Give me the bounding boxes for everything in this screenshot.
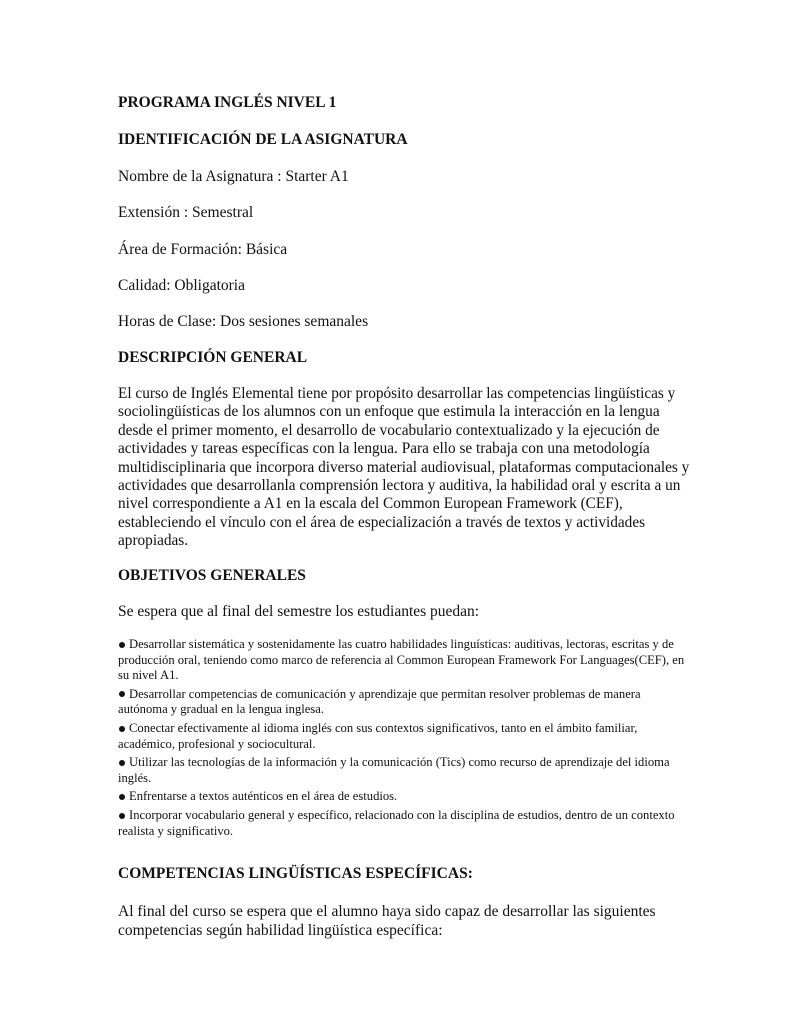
competencies-heading: COMPETENCIAS LINGÜÍSTICAS ESPECÍFICAS: (118, 865, 473, 882)
list-item (118, 808, 690, 839)
bullet-icon (119, 813, 125, 819)
bullet-icon (119, 794, 125, 800)
objective-text: Incorporar vocabulario general y específico, relacionado con la disciplina de estudios, dentro de un contexto realista y significativo. (118, 807, 675, 838)
objectives-intro: Se espera que al final del semestre los estudiantes puedan: (118, 603, 480, 620)
objectives-heading: OBJETIVOS GENERALES (118, 567, 306, 584)
class-hours-field: Horas de Clase: Dos sesiones semanales (118, 313, 369, 330)
list-item (118, 687, 690, 718)
objective-text: Conectar efectivamente al idioma inglés con sus contextos significativos, tanto en el ámbito familiar, académico, profesional y sociocultural. (118, 720, 638, 751)
objective-text: Enfrentarse a textos auténticos en el área de estudios. (129, 789, 398, 804)
quality-field: Calidad: Obligatoria (118, 277, 245, 294)
bullet-icon (119, 691, 125, 697)
identification-heading: IDENTIFICACIÓN DE LA ASIGNATURA (118, 131, 408, 148)
description-heading: DESCRIPCIÓN GENERAL (118, 349, 308, 366)
training-area-field: Área de Formación: Básica (118, 241, 288, 258)
document-title: PROGRAMA INGLÉS NIVEL 1 (118, 94, 337, 111)
objective-text: Utilizar las tecnologías de la información y la comunicación (Tics) como recurso de aprendizaje del idioma inglés. (118, 755, 670, 785)
objectives-list (118, 637, 690, 842)
objective-text: Desarrollar competencias de comunicación y aprendizaje que permitan resolver problemas de manera autónoma y gradual en la lengua inglesa. (118, 686, 641, 717)
bullet-icon (119, 726, 125, 732)
objective-text: Desarrollar sistemática y sostenidamente las cuatro habilidades linguísticas: auditivas, lectoras, escritas y de producción oral, teniendo como marco de referencia al Common European Framework For Languages(CEF), en su nivel A1. (118, 637, 685, 683)
description-paragraph: El curso de Inglés Elemental tiene por propósito desarrollar las competencias lingüísticas y sociolingüísticas de los alumnos con un enfoque que estimula la interacción en la lengua desde el primer momento, el desarrollo de vocabulario contextualizado y la ejecución de actividades y tareas específicas con la lengua. Para ello se trabaja con una metodología multidisciplinaria que incorpora diverso material audiovisual, plataformas computacionales y actividades que desarrollanla comprensión lectora y auditiva, la habilidad oral y escrita a un nivel correspondiente a A1 en la escala del Common European Framework (CEF), estableciendo el vínculo con el área de especialización a través de textos y actividades apropiadas. (118, 385, 690, 550)
list-item (118, 755, 690, 786)
bullet-icon (119, 760, 125, 766)
subject-name-field: Nombre de la Asignatura : Starter A1 (118, 168, 349, 185)
competencies-intro: Al final del curso se espera que el alumno haya sido capaz de desarrollar las siguientes competencias según habilidad lingüística específica: (118, 903, 656, 939)
list-item (118, 721, 690, 752)
list-item (118, 637, 690, 684)
bullet-icon (119, 642, 125, 648)
list-item (118, 789, 690, 805)
extension-field: Extensión : Semestral (118, 204, 254, 221)
